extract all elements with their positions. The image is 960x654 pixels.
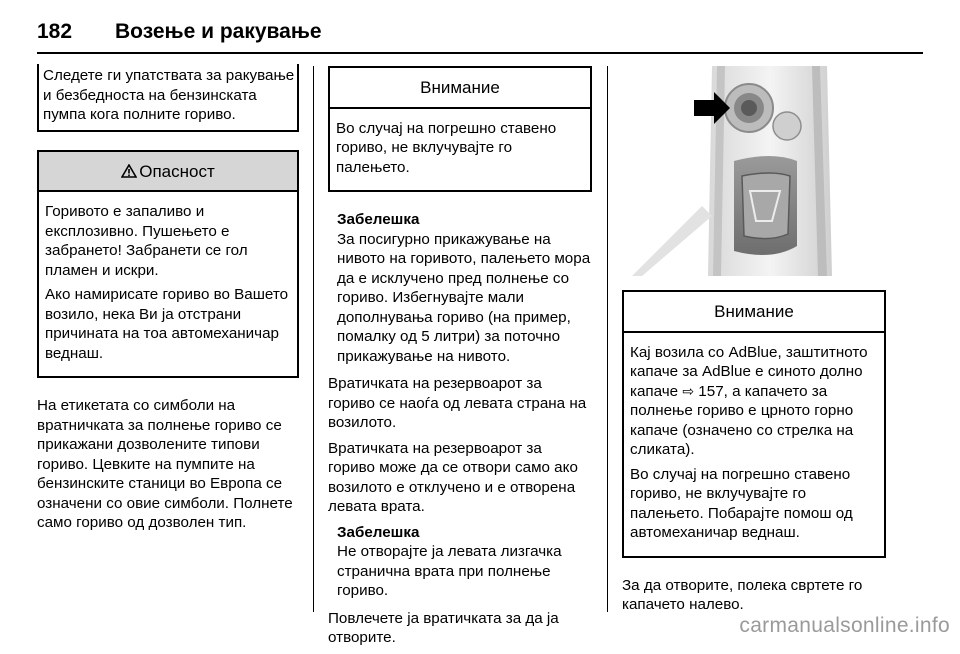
note-block xyxy=(328,523,592,601)
note-text: Не отворајте ја левата лизгачка странична врата при полнење гориво. xyxy=(337,543,562,599)
caution-box xyxy=(328,66,592,192)
note-text: За посигурно прикажување на нивото на горивото, палењето мора да е исклучено пред полнење со гориво. Избегнувајте мали дополнувања гориво (на пример, помалку од 5 литри) за поточно прикажување на нивото. xyxy=(337,230,591,365)
body-paragraph: На етикетата со симболи на вратничката за полнење гориво се прикажани дозволените типови гориво. Цевките на пумпите на бензинските станици во Европа се означени со овие симболи. Полнете само гориво од дозволен тип. xyxy=(37,397,293,531)
danger-paragraph: Ако намирисате гориво во Вашето возило, нека Ви ја отстрани причината на тоа автомеханичар веднаш. xyxy=(45,286,289,362)
caution-header: Внимание xyxy=(624,292,884,333)
intro-box xyxy=(37,64,299,132)
danger-title: Опасност xyxy=(139,161,215,181)
column-divider-1 xyxy=(313,66,314,612)
caution-text: Во случај на погрешно ставено гориво, не вклучувајте го палењето. xyxy=(336,119,557,176)
caution-body xyxy=(624,333,884,556)
page-header xyxy=(37,18,923,54)
note-title: Забелешка xyxy=(337,523,420,541)
warning-triangle-icon xyxy=(121,162,137,182)
intro-text: Следете ги упатствата за ракување и безбедноста на бензинската пумпа кога полните гориво. xyxy=(43,67,295,123)
caution-body xyxy=(330,109,590,191)
caution-text: Во случај на погрешно ставено гориво, не вклучувајте го палењето. Побарајте помош од автомеханичар веднаш. xyxy=(630,465,853,541)
body-paragraph: Вратичката на резервоарот за гориво се наоѓа од левата страна на возилото. xyxy=(328,375,587,431)
page-number: 182 xyxy=(37,20,73,43)
page-ref-arrow-icon: ⇨ xyxy=(682,382,695,399)
page-title: Возење и ракување xyxy=(115,20,322,43)
column-right xyxy=(622,66,886,621)
body-paragraph: Вратичката на резервоарот за гориво може да се отвори само ако возилото е отклучено и е отворена левата врата. xyxy=(328,439,578,515)
body-paragraph: За да отворите, полека свртете го капачето налево. xyxy=(622,576,863,613)
caution-text: Кај возила со AdBlue, заштитното капаче за AdBlue е синото долно капаче ⇨ 157, а капачето за полнење гориво е црнoто горно капаче (означено со стрелка на сликата). xyxy=(630,343,868,458)
note-title: Забелешка xyxy=(337,211,420,228)
watermark: carmanualsonline.info xyxy=(739,614,950,637)
danger-paragraph: Горивото е запаливо и експлозивно. Пушењето е забрането! Забранети се гол пламен и искри. xyxy=(45,203,248,279)
danger-box xyxy=(37,150,299,379)
column-middle xyxy=(328,66,592,654)
danger-body xyxy=(39,192,297,376)
column-divider-2 xyxy=(607,66,608,612)
caution-header: Внимание xyxy=(330,68,590,109)
note-block xyxy=(328,210,592,366)
caution-box xyxy=(622,290,886,558)
body-paragraph: Повлечете ја вратичката за да ја отворите. xyxy=(328,609,559,646)
column-left xyxy=(37,66,299,539)
danger-header xyxy=(39,152,297,193)
fuel-filler-illustration xyxy=(622,66,886,276)
